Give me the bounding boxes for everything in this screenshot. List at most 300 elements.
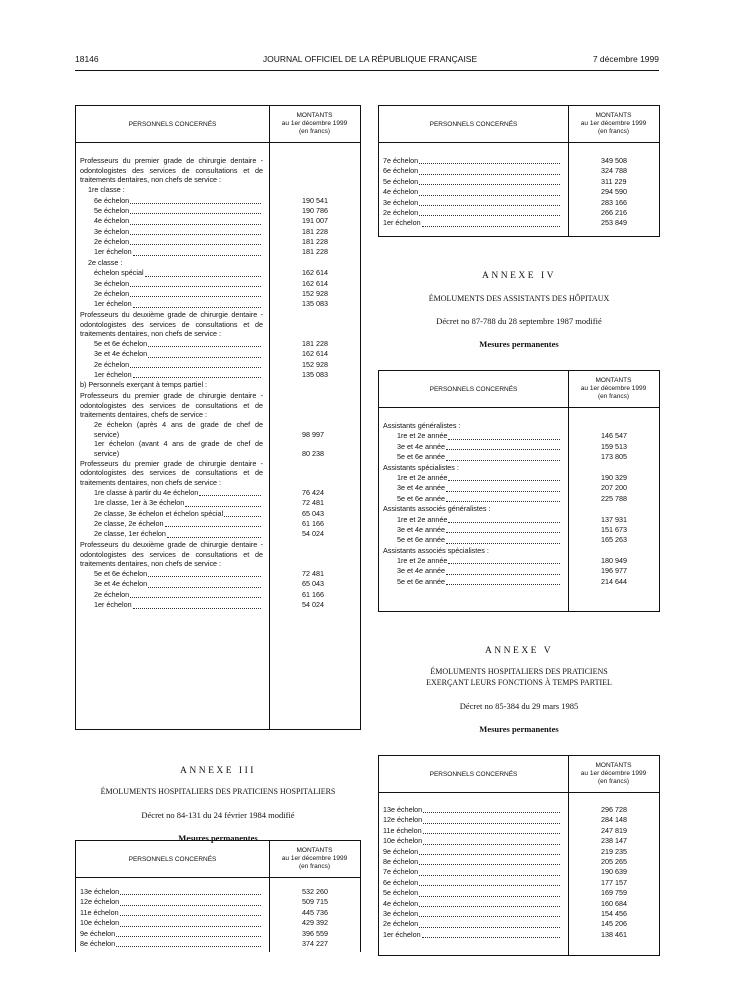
row-label bbox=[80, 498, 263, 508]
row-label-text: 5e et 6e année bbox=[397, 576, 445, 586]
row-amount: 374 227 bbox=[302, 938, 328, 948]
table-row bbox=[76, 887, 360, 897]
row-label bbox=[383, 546, 562, 556]
col-personnels: PERSONNELS CONCERNÉS bbox=[429, 770, 518, 778]
leader-dots bbox=[419, 177, 560, 185]
annexe-iv-title: ANNEXE IV bbox=[482, 271, 556, 281]
table-row bbox=[379, 899, 659, 909]
col-montants-line1: MONTANTS bbox=[595, 762, 632, 769]
row-label bbox=[80, 529, 263, 539]
row-label bbox=[383, 535, 562, 545]
row-label-text: Professeurs du deuxième grade de chirurgie dentaire - odontologistes des services de consultations et de traitements dentaires, non chefs de service : bbox=[80, 539, 263, 569]
table-row bbox=[76, 509, 360, 519]
leader-dots bbox=[130, 206, 261, 214]
row-label bbox=[80, 349, 263, 359]
leader-dots bbox=[145, 268, 261, 276]
row-label bbox=[383, 473, 562, 483]
row-label bbox=[383, 452, 562, 462]
row-label bbox=[383, 494, 562, 504]
row-label-text: 10e échelon bbox=[80, 918, 120, 928]
row-amount: 532 260 bbox=[302, 887, 328, 896]
row-label bbox=[383, 431, 562, 441]
row-label bbox=[80, 206, 263, 216]
row-label-text: 5e échelon bbox=[94, 205, 130, 215]
leader-dots bbox=[130, 279, 261, 287]
leader-dots bbox=[419, 208, 560, 216]
row-amount: 283 166 bbox=[601, 197, 627, 207]
table-row bbox=[379, 878, 659, 888]
row-label bbox=[80, 380, 263, 390]
row-amount: 154 456 bbox=[601, 908, 627, 918]
row-label bbox=[80, 339, 263, 349]
row-label bbox=[383, 208, 562, 218]
leader-dots bbox=[148, 569, 261, 577]
table-row bbox=[76, 227, 360, 237]
table-row bbox=[379, 919, 659, 929]
row-amount: 165 263 bbox=[601, 535, 627, 545]
row-label-text: 3e échelon bbox=[383, 197, 419, 207]
table-row bbox=[379, 515, 659, 525]
table-row bbox=[76, 349, 360, 359]
row-label bbox=[383, 930, 562, 940]
row-label-text: 6e échelon bbox=[94, 195, 130, 205]
row-label bbox=[80, 908, 263, 918]
row-label bbox=[383, 187, 562, 197]
row-label-text: Professeurs du premier grade de chirurgie dentaire - odontologistes des services de consultations et de traitements dentaires, non chefs de service : bbox=[80, 156, 263, 185]
row-label-text: 6e échelon bbox=[383, 166, 419, 176]
row-label bbox=[383, 218, 562, 228]
table-header bbox=[379, 756, 659, 793]
row-amount: 177 157 bbox=[601, 877, 627, 887]
row-label-text: 1re et 2e année bbox=[397, 472, 448, 482]
row-amount: 219 235 bbox=[601, 846, 627, 856]
row-amount: 284 148 bbox=[601, 815, 627, 825]
row-label-text: 5e et 6e échelon bbox=[94, 338, 148, 348]
table-row bbox=[379, 867, 659, 877]
row-amount: 181 228 bbox=[302, 237, 328, 247]
row-label bbox=[383, 177, 562, 187]
row-label bbox=[80, 299, 263, 309]
leader-dots bbox=[116, 939, 261, 947]
row-label-text: 7e échelon bbox=[383, 867, 419, 877]
leader-dots bbox=[446, 452, 560, 460]
table-row bbox=[379, 208, 659, 218]
leader-dots bbox=[419, 909, 560, 917]
row-label bbox=[383, 525, 562, 535]
table-row bbox=[76, 939, 360, 949]
annexe-iii-title: ANNEXE III bbox=[180, 766, 256, 776]
row-amount: 61 166 bbox=[302, 519, 324, 529]
table-row bbox=[76, 196, 360, 206]
table-row bbox=[379, 815, 659, 825]
table-row bbox=[379, 826, 659, 836]
table-row bbox=[379, 847, 659, 857]
row-amount: 190 786 bbox=[302, 205, 328, 215]
row-label-text: 11e échelon bbox=[383, 825, 422, 835]
table-row bbox=[76, 439, 360, 458]
leader-dots bbox=[130, 196, 261, 204]
row-label-text: Professeurs du premier grade de chirurgie dentaire - odontologistes des services de consultations et de traitements dentaires, chefs de service : bbox=[80, 390, 263, 420]
row-amount: 190 541 bbox=[302, 195, 328, 205]
row-amount: 181 228 bbox=[302, 338, 328, 348]
table-row bbox=[76, 420, 360, 439]
table-row bbox=[76, 299, 360, 309]
row-label-text: 9e échelon bbox=[80, 928, 116, 938]
row-label-text: 1re et 2e année bbox=[397, 556, 448, 566]
table-row bbox=[76, 498, 360, 508]
leader-dots bbox=[423, 826, 560, 834]
table-row bbox=[76, 156, 360, 185]
col-montants-line3: (en francs) bbox=[597, 128, 630, 135]
table-header bbox=[379, 106, 659, 143]
leader-dots bbox=[165, 519, 261, 527]
table-body bbox=[379, 156, 659, 229]
table-row bbox=[76, 268, 360, 278]
row-label-text: 5e et 6e échelon bbox=[94, 568, 148, 578]
row-label bbox=[80, 459, 263, 488]
table-row bbox=[379, 177, 659, 187]
row-label-text: 13e échelon bbox=[383, 805, 423, 814]
annexe-iv-decree: Décret no 87-788 du 28 septembre 1987 modifié bbox=[436, 316, 602, 326]
row-label-text: 8e échelon bbox=[383, 856, 419, 866]
col-montants-line1: MONTANTS bbox=[595, 112, 632, 119]
row-label bbox=[80, 268, 263, 278]
row-amount: 214 644 bbox=[601, 576, 627, 586]
table-header bbox=[76, 841, 360, 878]
row-amount: 429 392 bbox=[302, 918, 328, 928]
table-row bbox=[379, 930, 659, 940]
table-row bbox=[76, 897, 360, 907]
row-label bbox=[383, 556, 562, 566]
annexe-v-decree: Décret no 85-384 du 29 mars 1985 bbox=[459, 701, 579, 711]
table-row bbox=[76, 579, 360, 589]
leader-dots bbox=[422, 218, 560, 226]
table-row bbox=[379, 421, 659, 431]
table-row bbox=[379, 463, 659, 473]
table-row bbox=[379, 442, 659, 452]
row-label-text: Assistants spécialistes : bbox=[383, 462, 459, 472]
table-row bbox=[76, 590, 360, 600]
row-label-text: 10e échelon bbox=[383, 836, 423, 846]
row-amount: 162 614 bbox=[302, 349, 328, 359]
row-amount: 65 043 bbox=[302, 508, 324, 518]
row-label bbox=[383, 919, 562, 929]
row-label-text: 1re et 2e année bbox=[397, 514, 448, 524]
annexe-v-subtitle-line2: EXERÇANT LEURS FONCTIONS À TEMPS PARTIEL bbox=[426, 678, 612, 687]
col-montants-line1: MONTANTS bbox=[296, 112, 333, 119]
row-label bbox=[80, 887, 263, 897]
leader-dots bbox=[448, 431, 560, 439]
row-amount: 98 997 bbox=[302, 429, 324, 439]
journal-title: JOURNAL OFFICIEL DE LA RÉPUBLIQUE FRANÇAISE bbox=[262, 54, 478, 64]
leader-dots bbox=[130, 590, 261, 598]
row-amount: 294 590 bbox=[601, 187, 627, 197]
annexe-v-subtitle-line1: ÉMOLUMENTS HOSPITALIERS DES PRATICIENS bbox=[430, 667, 608, 676]
row-amount: 151 673 bbox=[601, 524, 627, 534]
col-personnels: PERSONNELS CONCERNÉS bbox=[128, 855, 217, 863]
page-number: 18146 bbox=[75, 54, 99, 64]
leader-dots bbox=[419, 888, 560, 896]
col-montants-line3: (en francs) bbox=[597, 393, 630, 400]
row-label bbox=[80, 897, 263, 907]
row-amount: 207 200 bbox=[601, 483, 627, 493]
row-amount: 160 684 bbox=[601, 898, 627, 908]
row-amount: 65 043 bbox=[302, 579, 324, 589]
row-label-text: 1er échelon bbox=[94, 299, 132, 309]
row-label-text: 1re classe à partir du 4e échelon bbox=[94, 487, 199, 497]
leader-dots bbox=[130, 360, 261, 368]
leader-dots bbox=[130, 289, 261, 297]
row-label bbox=[80, 279, 263, 289]
table-row bbox=[379, 535, 659, 545]
row-amount: 324 788 bbox=[601, 166, 627, 176]
row-label-text: 1re et 2e année bbox=[397, 431, 448, 441]
row-label-text: 13e échelon bbox=[80, 887, 120, 896]
row-amount: 266 216 bbox=[601, 207, 627, 217]
table-row bbox=[76, 310, 360, 339]
table-row bbox=[76, 918, 360, 928]
row-amount: 159 513 bbox=[601, 441, 627, 451]
row-label bbox=[80, 918, 263, 928]
leader-dots bbox=[419, 899, 560, 907]
row-label bbox=[80, 370, 263, 380]
table-row bbox=[76, 519, 360, 529]
table-header bbox=[379, 371, 659, 408]
row-amount: 137 931 bbox=[601, 514, 627, 524]
row-label bbox=[383, 867, 562, 877]
table-annexe-ii-end bbox=[378, 105, 660, 237]
leader-dots bbox=[419, 198, 560, 206]
col-montants bbox=[568, 371, 659, 407]
row-label bbox=[383, 909, 562, 919]
row-label-text: 12e échelon bbox=[80, 897, 120, 907]
col-personnels: PERSONNELS CONCERNÉS bbox=[429, 120, 518, 128]
table-body bbox=[379, 805, 659, 940]
table-row bbox=[76, 289, 360, 299]
row-label-text: 6e échelon bbox=[383, 877, 419, 887]
row-label-text: 7e échelon bbox=[383, 156, 419, 165]
row-label-text: 12e échelon bbox=[383, 815, 423, 825]
row-label bbox=[80, 310, 263, 339]
row-amount: 173 805 bbox=[601, 452, 627, 462]
table-row bbox=[76, 206, 360, 216]
row-label-text: 3e et 4e année bbox=[397, 441, 445, 451]
leader-dots bbox=[422, 930, 560, 938]
annexe-v-mesures: Mesures permanentes bbox=[479, 724, 559, 734]
row-label bbox=[80, 360, 263, 370]
leader-dots bbox=[130, 237, 261, 245]
row-label-text: 1er échelon bbox=[94, 370, 132, 380]
row-label-text: Professeurs du deuxième grade de chirurgie dentaire - odontologistes des services de consultations et de traitements dentaires, non chefs de service : bbox=[80, 309, 263, 339]
row-label-text: 5e et 6e année bbox=[397, 535, 445, 545]
leader-dots bbox=[448, 515, 560, 523]
table-row bbox=[379, 857, 659, 867]
row-label bbox=[383, 805, 562, 815]
table-body bbox=[76, 887, 360, 949]
leader-dots bbox=[419, 166, 560, 174]
row-label bbox=[383, 577, 562, 587]
row-label-text: 1er échelon bbox=[94, 600, 132, 610]
leader-dots bbox=[120, 897, 261, 905]
row-amount: 135 083 bbox=[302, 370, 328, 380]
row-label-text: 9e échelon bbox=[383, 846, 419, 856]
row-label-text: 5e et 6e année bbox=[397, 452, 445, 462]
table-row bbox=[76, 529, 360, 539]
col-personnels: PERSONNELS CONCERNÉS bbox=[429, 385, 518, 393]
leader-dots bbox=[419, 919, 560, 927]
row-label bbox=[383, 888, 562, 898]
row-label bbox=[80, 590, 263, 600]
leader-dots bbox=[148, 339, 261, 347]
leader-dots bbox=[446, 566, 560, 574]
leader-dots bbox=[448, 473, 560, 481]
row-label bbox=[383, 566, 562, 576]
table-row bbox=[76, 569, 360, 579]
row-label-text: 2e échelon bbox=[383, 207, 419, 217]
leader-dots bbox=[419, 156, 560, 164]
row-amount: 152 928 bbox=[302, 359, 328, 369]
row-label bbox=[80, 929, 263, 939]
publication-date: 7 décembre 1999 bbox=[592, 54, 659, 64]
table-row bbox=[379, 156, 659, 166]
table-row bbox=[76, 247, 360, 257]
row-label bbox=[80, 569, 263, 579]
leader-dots bbox=[120, 918, 261, 926]
row-label-text: 4e échelon bbox=[383, 898, 419, 908]
leader-dots bbox=[130, 216, 261, 224]
table-row bbox=[379, 805, 659, 815]
col-montants-line3: (en francs) bbox=[298, 863, 331, 870]
row-amount: 196 977 bbox=[601, 566, 627, 576]
leader-dots bbox=[446, 535, 560, 543]
row-label-text: échelon spécial bbox=[94, 268, 144, 278]
row-label bbox=[80, 540, 263, 569]
table-row bbox=[76, 216, 360, 226]
row-amount: 162 614 bbox=[302, 278, 328, 288]
row-amount: 253 849 bbox=[601, 218, 627, 228]
table-annexe-ii-part bbox=[75, 105, 361, 730]
col-montants-line2: au 1er décembre 1999 bbox=[281, 120, 348, 127]
table-row bbox=[76, 360, 360, 370]
table-row bbox=[379, 198, 659, 208]
table-row bbox=[379, 166, 659, 176]
row-amount: 238 147 bbox=[601, 836, 627, 846]
row-label-text: 4e échelon bbox=[383, 187, 419, 197]
leader-dots bbox=[448, 556, 560, 564]
row-label bbox=[80, 237, 263, 247]
row-label bbox=[80, 289, 263, 299]
leader-dots bbox=[446, 483, 560, 491]
leader-dots bbox=[419, 857, 560, 865]
row-label-text: 3e et 4e échelon bbox=[94, 349, 148, 359]
leader-dots bbox=[446, 577, 560, 585]
leader-dots bbox=[419, 878, 560, 886]
row-amount: 296 728 bbox=[601, 805, 627, 814]
row-label-text: 2e classe, 1er échelon bbox=[94, 529, 166, 539]
table-row bbox=[379, 909, 659, 919]
row-label-text: 3e et 4e année bbox=[397, 483, 445, 493]
row-label bbox=[80, 216, 263, 226]
row-amount: 311 229 bbox=[601, 176, 627, 186]
row-amount: 181 228 bbox=[302, 247, 328, 257]
table-row bbox=[379, 546, 659, 556]
row-label-text: Assistants associés spécialistes : bbox=[383, 545, 489, 555]
table-row bbox=[379, 525, 659, 535]
row-label-text: Assistants généralistes : bbox=[383, 421, 461, 430]
table-row bbox=[379, 473, 659, 483]
row-amount: 76 424 bbox=[302, 487, 324, 497]
row-label bbox=[80, 488, 263, 498]
row-label bbox=[80, 391, 263, 420]
leader-dots bbox=[120, 908, 261, 916]
row-label-text: 2e échelon bbox=[94, 289, 130, 299]
row-label-text: 3e et 4e année bbox=[397, 566, 445, 576]
row-label bbox=[383, 483, 562, 493]
col-montants-line1: MONTANTS bbox=[595, 377, 632, 384]
col-montants bbox=[568, 756, 659, 792]
row-label-text: 3e échelon bbox=[94, 226, 130, 236]
row-label-text: 2e échelon bbox=[94, 359, 130, 369]
table-row bbox=[76, 185, 360, 195]
leader-dots bbox=[116, 929, 261, 937]
leader-dots bbox=[419, 867, 560, 875]
row-amount: 191 007 bbox=[302, 216, 328, 226]
col-montants-line2: au 1er décembre 1999 bbox=[580, 385, 647, 392]
row-label bbox=[80, 939, 263, 949]
col-montants-line1: MONTANTS bbox=[296, 847, 333, 854]
leader-dots bbox=[148, 579, 261, 587]
row-amount: 162 614 bbox=[302, 268, 328, 278]
row-amount: 247 819 bbox=[601, 825, 627, 835]
row-label-text: 5e échelon bbox=[383, 888, 419, 898]
leader-dots bbox=[148, 349, 261, 357]
row-label bbox=[383, 815, 562, 825]
row-amount: 445 736 bbox=[302, 907, 328, 917]
leader-dots bbox=[423, 805, 560, 813]
row-label bbox=[80, 258, 263, 268]
row-label bbox=[383, 156, 562, 166]
table-row bbox=[379, 888, 659, 898]
table-header bbox=[76, 106, 360, 143]
row-amount: 80 238 bbox=[302, 449, 324, 459]
row-amount: 135 083 bbox=[302, 299, 328, 309]
annexe-iii-mesures: Mesures permanentes bbox=[178, 833, 258, 843]
row-label bbox=[383, 826, 562, 836]
row-label bbox=[80, 519, 263, 529]
leader-dots bbox=[133, 600, 261, 608]
table-row bbox=[76, 540, 360, 569]
header-rule bbox=[75, 70, 659, 71]
annexe-iii-subtitle: ÉMOLUMENTS HOSPITALIERS DES PRATICIENS HOSPITALIERS bbox=[100, 787, 336, 796]
leader-dots bbox=[419, 847, 560, 855]
table-row bbox=[379, 187, 659, 197]
row-label-text: 8e échelon bbox=[80, 938, 116, 948]
col-montants-line2: au 1er décembre 1999 bbox=[580, 120, 647, 127]
row-label bbox=[383, 878, 562, 888]
row-label bbox=[80, 600, 263, 610]
table-row bbox=[379, 452, 659, 462]
row-label-text: 5e et 6e année bbox=[397, 493, 445, 503]
row-label-text: 1er échelon bbox=[94, 247, 132, 257]
row-label-text: 3e échelon bbox=[94, 278, 130, 288]
table-row bbox=[379, 431, 659, 441]
leader-dots bbox=[199, 488, 261, 496]
table-row bbox=[76, 370, 360, 380]
table-row bbox=[379, 836, 659, 846]
row-amount: 146 547 bbox=[601, 431, 627, 441]
col-montants-line3: (en francs) bbox=[298, 128, 331, 135]
leader-dots bbox=[133, 247, 261, 255]
